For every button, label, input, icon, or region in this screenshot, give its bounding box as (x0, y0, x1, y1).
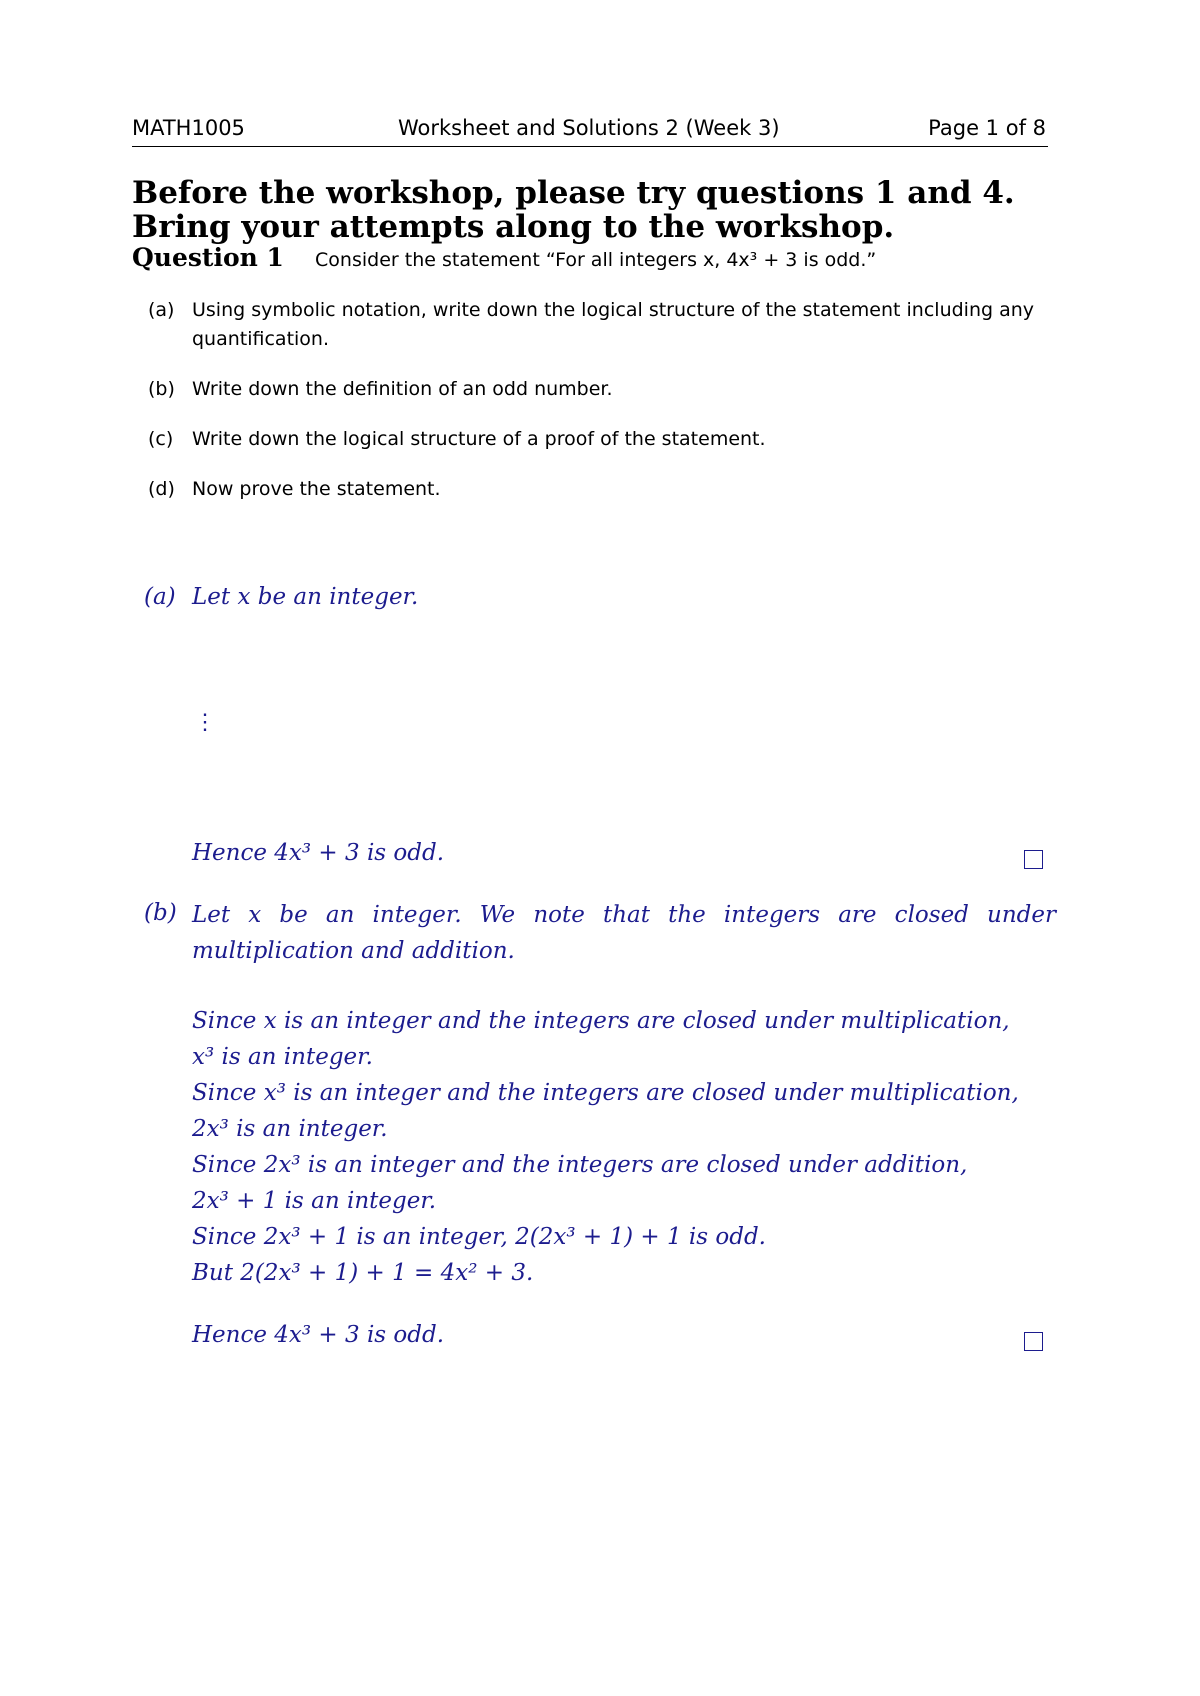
part-b (148, 375, 1048, 404)
solution-b-conclusion: Hence 4x³ + 3 is odd. (192, 1322, 445, 1348)
question-statement: Consider the statement “For all integers x, 4x³ + 3 is odd.” (315, 249, 877, 271)
solution-b-intro-line-2: multiplication and addition. (192, 938, 515, 964)
solution-a-conclusion: Hence 4x³ + 3 is odd. (192, 840, 445, 866)
qed-box-icon (1024, 1332, 1043, 1351)
solution-step-line: 2x³ + 1 is an integer. (192, 1188, 437, 1214)
solution-step-line: 2x³ is an integer. (192, 1116, 388, 1142)
solution-step-line: x³ is an integer. (192, 1044, 373, 1070)
qed-box-icon (1024, 850, 1043, 869)
part-label: (d) (148, 478, 175, 500)
page-header (132, 116, 1048, 147)
part-c (148, 425, 1048, 454)
part-text: Write down the logical structure of a proof of the statement. (192, 428, 766, 450)
vertical-ellipsis: ⋮ (194, 710, 216, 735)
solution-step-line: Since x³ is an integer and the integers are closed under multiplication, (192, 1080, 1019, 1106)
solution-step-line: Since x is an integer and the integers are closed under multiplication, (192, 1008, 1010, 1034)
question-parts (148, 296, 1048, 525)
instruction-line-2: Bring your attempts along to the workshop. (132, 209, 895, 245)
solution-b-steps (192, 1003, 1056, 1291)
part-a (148, 296, 1048, 354)
part-text: Using symbolic notation, write down the logical structure of the statement including any quantification. (192, 299, 1035, 350)
solution-b-label: (b) (144, 900, 177, 926)
part-label: (b) (148, 378, 175, 400)
part-label: (a) (148, 299, 175, 321)
solution-b-intro-line-1: Let x be an integer. We note that the integers are closed under (192, 902, 1056, 928)
question-label: Question 1 (132, 243, 284, 272)
part-d (148, 475, 1048, 504)
page-number: Page 1 of 8 (928, 116, 1046, 140)
solution-step-line: But 2(2x³ + 1) + 1 = 4x² + 3. (192, 1260, 534, 1286)
course-code: MATH1005 (132, 116, 245, 140)
solution-a-first-line: Let x be an integer. (192, 584, 419, 610)
instruction-line-1: Before the workshop, please try questions 1 and 4. (132, 175, 1015, 211)
solution-step-line: Since 2x³ + 1 is an integer, 2(2x³ + 1) + 1 is odd. (192, 1224, 766, 1250)
part-text: Now prove the statement. (192, 478, 441, 500)
workshop-instructions (132, 176, 1062, 244)
solution-b-intro (192, 897, 1056, 969)
part-label: (c) (148, 428, 174, 450)
worksheet-title: Worksheet and Solutions 2 (Week 3) (398, 116, 780, 140)
solution-step-line: Since 2x³ is an integer and the integers are closed under addition, (192, 1152, 968, 1178)
question-1 (132, 243, 876, 272)
solution-a-label: (a) (144, 584, 176, 610)
part-text: Write down the definition of an odd number. (192, 378, 613, 400)
